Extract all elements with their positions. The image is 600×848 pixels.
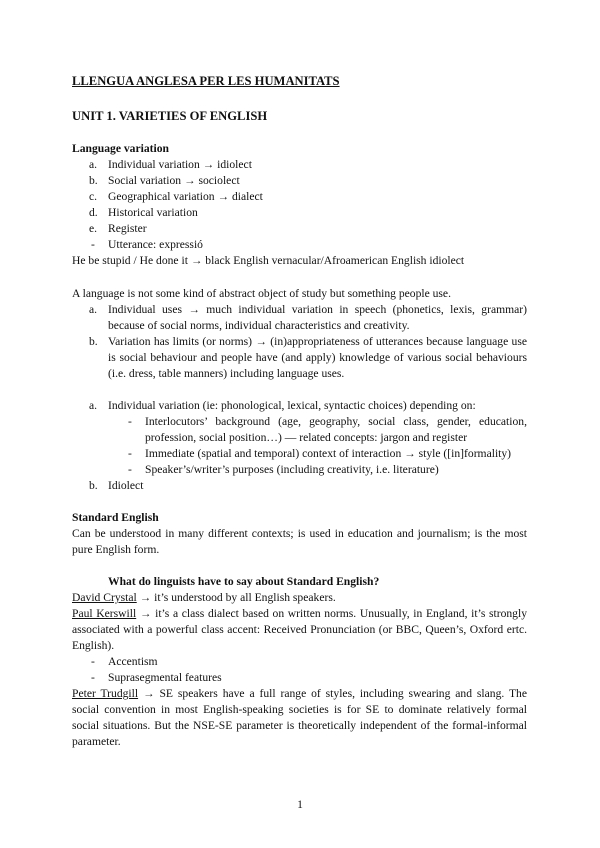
list-item: Interlocutors’ background (age, geography, social class, gender, education, profession, social position…) — related concepts: jargon and register: [145, 415, 527, 444]
author-name: David Crystal: [72, 591, 137, 604]
list-marker: -: [128, 447, 132, 460]
unit-heading: UNIT 1. VARIETIES OF ENGLISH: [72, 109, 268, 123]
section-heading-language-variation: Language variation: [72, 142, 169, 155]
list-marker: d.: [89, 206, 98, 219]
list-item: Individual variation (ie: phonological, lexical, syntactic choices) depending on:: [108, 399, 476, 412]
paragraph-crystal: [72, 590, 336, 606]
list-item: Register: [108, 222, 147, 235]
list-item: Social variation → sociolect: [108, 174, 240, 187]
list-item: Individual variation → idiolect: [108, 158, 252, 171]
list-marker: a.: [89, 158, 98, 171]
page-number: 1: [297, 798, 303, 811]
section-heading-linguists: What do linguists have to say about Standard English?: [108, 575, 380, 588]
list-marker: a.: [89, 303, 98, 316]
document-title: LLENGUA ANGLESA PER LES HUMANITATS: [72, 74, 340, 88]
list-item: Utterance: expressió: [108, 238, 203, 251]
list-item: Immediate (spatial and temporal) context of interaction → style ([in]formality): [145, 447, 512, 460]
list-item: Historical variation: [108, 206, 198, 219]
list-marker: b.: [89, 335, 98, 348]
paragraph-trudgill: [72, 686, 527, 750]
author-name: Peter Trudgill: [72, 687, 139, 700]
section-heading-standard-english: Standard English: [72, 511, 159, 524]
list-marker: -: [91, 238, 95, 251]
author-claim: → it’s a class dialect based on written norms. Unusually, in England, it’s strongly associated with a powerful class accent: Received Pronunciation (or BBC, Queen’s, Oxford ertc. English).: [72, 607, 527, 652]
list-marker: c.: [89, 190, 98, 203]
paragraph-standard-english: Can be understood in many different contexts; is used in education and journalism; is the most pure English form.: [72, 527, 527, 556]
list-marker: b.: [89, 479, 98, 492]
author-name: Paul Kerswill: [72, 607, 137, 620]
author-claim: → it’s understood by all English speakers.: [136, 591, 336, 604]
author-claim: → SE speakers have a full range of styles, including swearing and slang. The social convention in most English-speaking societies is for SE to dominate relatively formal social situations. But the NSE-SE parameter is theoretically independent of the formal-informal parameter.: [72, 687, 527, 748]
list-marker: e.: [89, 222, 98, 235]
list-item: Variation has limits (or norms) → (in)appropriateness of utterances because language use is social behaviour and people have (and apply) knowledge of various social behaviours (i.e. dress, table manners) including language uses.: [108, 335, 527, 380]
list-item: Idiolect: [108, 479, 144, 492]
example-sentence: He be stupid / He done it → black English vernacular/Afroamerican English idiolect: [72, 254, 465, 267]
list-item: Geographical variation → dialect: [108, 190, 263, 203]
list-marker: -: [91, 671, 95, 684]
list-marker: a.: [89, 399, 98, 412]
list-marker: -: [91, 655, 95, 668]
paragraph-intro: A language is not some kind of abstract object of study but something people use.: [72, 287, 451, 300]
list-marker: -: [128, 415, 132, 428]
list-marker: -: [128, 463, 132, 476]
paragraph-kerswill: [72, 606, 527, 654]
list-item: Speaker’s/writer’s purposes (including creativity, i.e. literature): [145, 463, 439, 476]
list-item: Suprasegmental features: [108, 671, 222, 684]
list-marker: b.: [89, 174, 98, 187]
list-item: Accentism: [108, 655, 158, 668]
list-item: Individual uses → much individual variation in speech (phonetics, lexis, grammar) because of social norms, individual characteristics and creativity.: [108, 303, 527, 332]
